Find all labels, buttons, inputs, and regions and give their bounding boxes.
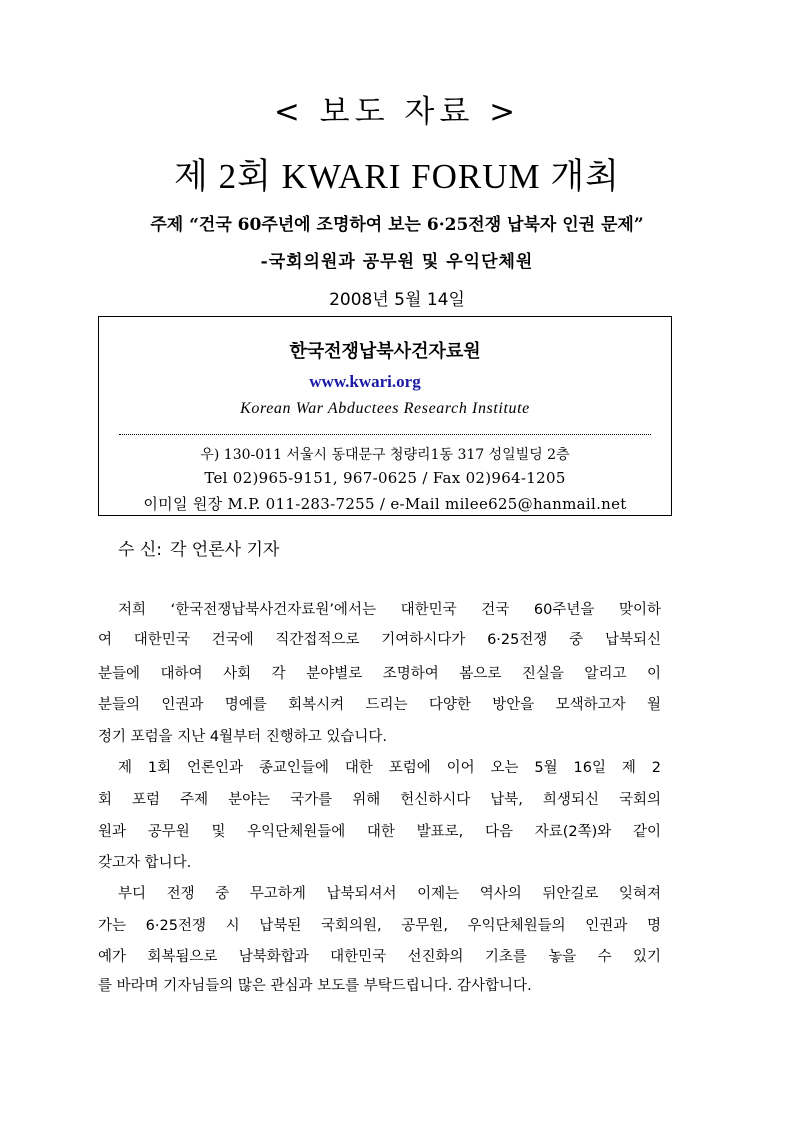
- body-paragraph-line: 저희 ‘한국전쟁납북사건자료원’에서는 대한민국 건국 60주년을 맞이하: [118, 602, 661, 618]
- organization-contact: 이미일 원장 M.P. 011-283-7255 / e-Mail milee625@hanmail.net: [143, 495, 627, 513]
- body-paragraph-line: 원과 공무원 및 우익단체원들에 대한 발표로, 다음 자료(2쪽)와 같이: [98, 824, 661, 840]
- organization-website-link[interactable]: www.kwari.org: [309, 372, 421, 391]
- recipient-value: 각 언론사 기자: [169, 540, 280, 560]
- release-date: 2008년 5월 14일: [329, 290, 465, 310]
- body-paragraph-line: 정기 포럼을 지난 4월부터 진행하고 있습니다.: [98, 729, 388, 745]
- body-paragraph-line: 부디 전쟁 중 무고하게 납북되셔서 이제는 역사의 뒤안길로 잊혀져: [118, 886, 661, 902]
- body-paragraph-line: 분들의 인권과 명예를 회복시켜 드리는 다양한 방안을 모색하고자 월: [98, 697, 661, 713]
- recipient-line: [118, 537, 279, 563]
- recipient-label: 수 신:: [118, 540, 162, 560]
- organization-english-name: Korean War Abductees Research Institute: [240, 400, 530, 417]
- forum-subject: 주제 “건국 60주년에 조명하여 보는 6·25전쟁 납북자 인권 문제”: [150, 215, 644, 235]
- organization-name: 한국전쟁납북사건자료원: [289, 341, 481, 362]
- forum-subtitle: -국회의원과 공무원 및 우익단체원: [260, 252, 534, 272]
- organization-info-box: [98, 316, 672, 516]
- body-paragraph-line: 회 포럼 주제 분야는 국가를 위해 헌신하시다 납북, 희생되신 국회의: [98, 792, 661, 808]
- body-paragraph-line: 갖고자 합니다.: [98, 855, 192, 871]
- body-paragraph-line: 가는 6·25전쟁 시 납북된 국회의원, 공무원, 우익단체원들의 인권과 명: [98, 918, 661, 934]
- body-paragraph-line: 예가 회복됨으로 남북화합과 대한민국 선진화의 기초를 놓을 수 있기: [98, 949, 661, 965]
- body-paragraph-line: 분들에 대하여 사회 각 분야별로 조명하여 봄으로 진실을 알리고 이: [98, 666, 661, 682]
- organization-tel-fax: Tel 02)965-9151, 967-0625 / Fax 02)964-1205: [204, 469, 566, 487]
- body-paragraph-line: 여 대한민국 건국에 직간접적으로 기여하시다가 6·25전쟁 중 납북되신: [98, 632, 661, 648]
- body-paragraph-line: 를 바라며 기자님들의 많은 관심과 보도를 부탁드립니다. 감사합니다.: [98, 978, 532, 994]
- document-type-heading: < 보도 자료 >: [273, 94, 521, 130]
- dotted-divider: [119, 434, 651, 435]
- page-title: 제 2회 KWARI FORUM 개최: [174, 157, 620, 196]
- body-paragraph-line: 제 1회 언론인과 종교인들에 대한 포럼에 이어 오는 5월 16일 제 2: [118, 760, 661, 776]
- organization-address: 우) 130-011 서울시 동대문구 청량리1동 317 성일빌딩 2층: [200, 447, 570, 463]
